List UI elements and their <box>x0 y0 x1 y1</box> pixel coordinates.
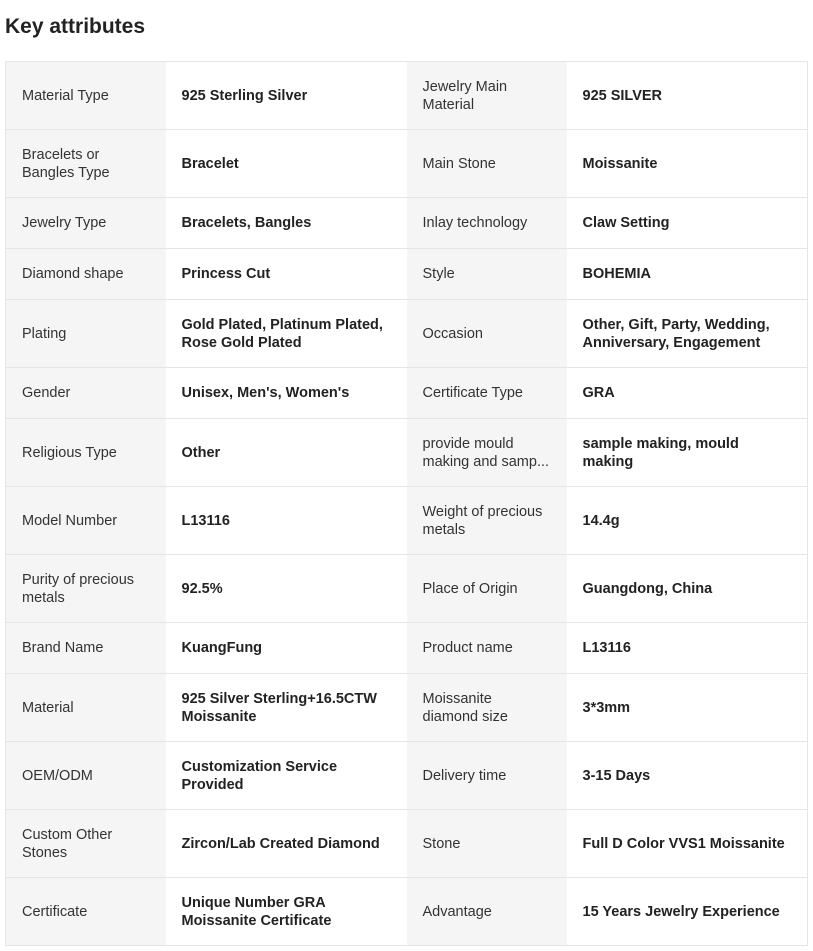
table-row <box>6 198 808 249</box>
attribute-value: Other, Gift, Party, Wedding, Anniversary, Engagement <box>567 300 808 368</box>
attribute-value: Other <box>166 419 407 487</box>
attribute-value: Customization Service Provided <box>166 742 407 810</box>
table-row <box>6 419 808 487</box>
attribute-label: Place of Origin <box>407 555 567 623</box>
table-row <box>6 130 808 198</box>
attribute-value: Moissanite <box>567 130 808 198</box>
attribute-value: L13116 <box>166 487 407 555</box>
attribute-label: Bracelets or Bangles Type <box>6 130 166 198</box>
attribute-value: Unique Number GRA Moissanite Certificate <box>166 878 407 946</box>
attribute-label: Style <box>407 249 567 300</box>
attribute-label: Diamond shape <box>6 249 166 300</box>
table-row <box>6 742 808 810</box>
section-title: Key attributes <box>5 15 146 38</box>
attribute-label: Stone <box>407 810 567 878</box>
table-row <box>6 487 808 555</box>
table-row <box>6 368 808 419</box>
attribute-label: Advantage <box>407 878 567 946</box>
attribute-value: 3-15 Days <box>567 742 808 810</box>
attribute-label: Product name <box>407 623 567 674</box>
attribute-label: Purity of precious metals <box>6 555 166 623</box>
attribute-label: Gender <box>6 368 166 419</box>
attribute-label: Religious Type <box>6 419 166 487</box>
attribute-label: Brand Name <box>6 623 166 674</box>
table-row <box>6 810 808 878</box>
attribute-label <box>407 419 567 487</box>
attribute-label: Occasion <box>407 300 567 368</box>
table-row <box>6 674 808 742</box>
attribute-label: Jewelry Main Material <box>407 62 567 130</box>
table-row <box>6 300 808 368</box>
attribute-label: Material <box>6 674 166 742</box>
attribute-value: Zircon/Lab Created Diamond <box>166 810 407 878</box>
attribute-value: Gold Plated, Platinum Plated, Rose Gold Plated <box>166 300 407 368</box>
table-row <box>6 62 808 130</box>
table-row <box>6 249 808 300</box>
attribute-value: GRA <box>567 368 808 419</box>
attribute-value: sample making, mould making <box>567 419 808 487</box>
attribute-label: Custom Other Stones <box>6 810 166 878</box>
attribute-value: Bracelets, Bangles <box>166 198 407 249</box>
attribute-value: 15 Years Jewelry Experience <box>567 878 808 946</box>
attribute-label: Inlay technology <box>407 198 567 249</box>
attribute-value: 925 SILVER <box>567 62 808 130</box>
attribute-label: Plating <box>6 300 166 368</box>
attribute-value: 925 Silver Sterling+16.5CTW Moissanite <box>166 674 407 742</box>
attribute-label: Main Stone <box>407 130 567 198</box>
attribute-label: Jewelry Type <box>6 198 166 249</box>
attribute-value: 92.5% <box>166 555 407 623</box>
key-attributes-table <box>5 61 808 946</box>
attribute-value: 14.4g <box>567 487 808 555</box>
attribute-label: OEM/ODM <box>6 742 166 810</box>
attribute-value: KuangFung <box>166 623 407 674</box>
attribute-value: Guangdong, China <box>567 555 808 623</box>
attribute-label: Moissanite diamond size <box>407 674 567 742</box>
attribute-value: Princess Cut <box>166 249 407 300</box>
attribute-value: Unisex, Men's, Women's <box>166 368 407 419</box>
table-row <box>6 878 808 946</box>
attribute-value: L13116 <box>567 623 808 674</box>
attribute-value: 3*3mm <box>567 674 808 742</box>
attribute-label: Certificate <box>6 878 166 946</box>
table-row <box>6 555 808 623</box>
attribute-label: Weight of precious metals <box>407 487 567 555</box>
attribute-value: 925 Sterling Silver <box>166 62 407 130</box>
attribute-label: Material Type <box>6 62 166 130</box>
table-row <box>6 623 808 674</box>
truncated-label: provide mould making and samp... <box>422 435 550 470</box>
attribute-value: BOHEMIA <box>567 249 808 300</box>
attribute-label: Delivery time <box>407 742 567 810</box>
attribute-label: Certificate Type <box>407 368 567 419</box>
attribute-value: Full D Color VVS1 Moissanite <box>567 810 808 878</box>
attribute-value: Bracelet <box>166 130 407 198</box>
attribute-label: Model Number <box>6 487 166 555</box>
attribute-value: Claw Setting <box>567 198 808 249</box>
